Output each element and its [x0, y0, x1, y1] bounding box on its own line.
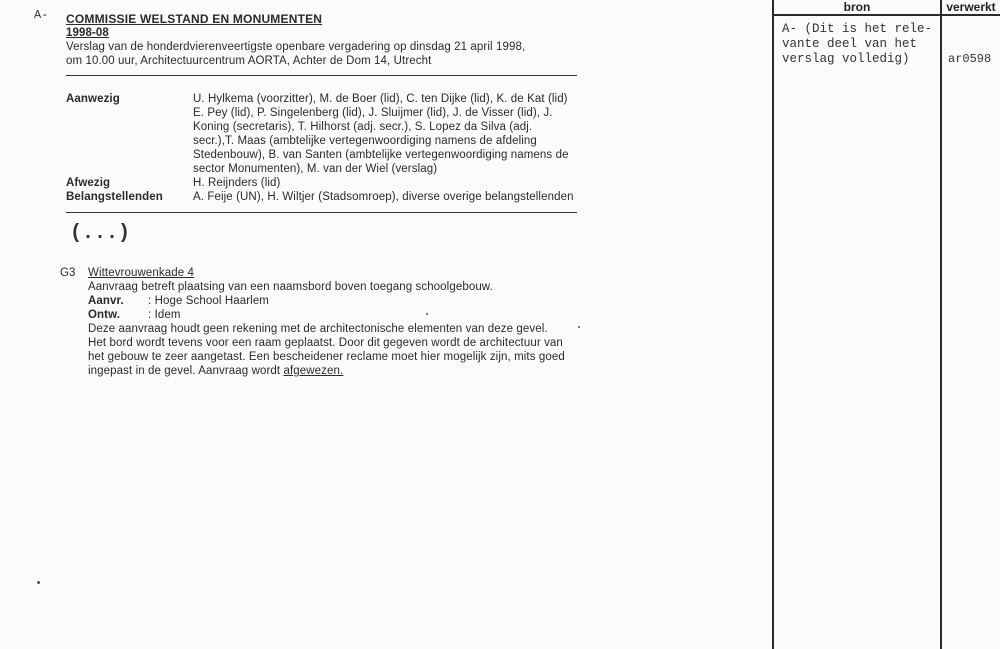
item-code: G3	[60, 267, 76, 279]
report-line-1: Verslag van de honderdvierenveertigste openbare vergadering op dinsdag 21 april 1998,	[66, 41, 526, 53]
interested-row	[66, 190, 586, 204]
absent-label: Afwezig	[66, 177, 111, 189]
applicant-label: Aanvr.	[88, 295, 124, 307]
design-value: : Idem	[148, 309, 181, 321]
design-label: Ontw.	[88, 309, 121, 321]
interested-value: A. Feije (UN), H. Wiltjer (Stadsomroep), diverse overige belangstellenden	[193, 191, 574, 203]
agenda-item	[60, 266, 590, 378]
verwerkt-value: ar0598	[948, 52, 992, 66]
present-line: secr.),T. Maas (ambtelijke vertegenwoordiging namens de afdeling	[193, 135, 537, 147]
applicant-value: : Hoge School Haarlem	[148, 295, 269, 307]
rule-top	[66, 75, 577, 76]
absent-value: H. Reijnders (lid)	[193, 177, 281, 189]
column-divider-right	[940, 0, 942, 649]
scan-speck	[426, 313, 428, 315]
column-divider-left	[772, 0, 774, 649]
item-request: Aanvraag betreft plaatsing van een naamsbord boven toegang schoolgebouw.	[88, 281, 493, 293]
report-line-2: om 10.00 uur, Architectuurcentrum AORTA, Achter de Dom 14, Utrecht	[66, 55, 432, 67]
present-line: Koning (secretaris), T. Hilhorst (adj. secr.), S. Lopez da Silva (adj.	[193, 121, 533, 133]
item-verdict: afgewezen.	[283, 365, 344, 377]
present-line: E. Pey (lid), P. Singelenberg (lid), J. Sluijmer (lid), J. de Visser (lid), J.	[193, 107, 553, 119]
rule-bottom	[66, 212, 577, 213]
interested-label: Belangstellenden	[66, 191, 163, 203]
present-line: U. Hylkema (voorzitter), M. de Boer (lid), C. ten Dijke (lid), K. de Kat (lid)	[193, 93, 568, 105]
item-body-line: Het bord wordt tevens voor een raam geplaatst. Door dit gegeven wordt de architectuur van	[88, 337, 563, 349]
present-line: Stedenbouw), B. van Santen (ambtelijke vertegenwoordiging namens de	[193, 149, 569, 161]
margin-mark: A-	[34, 8, 49, 22]
present-line: sector Monumenten), M. van der Wiel (verslag)	[193, 163, 438, 175]
present-row	[66, 92, 586, 176]
present-label: Aanwezig	[66, 93, 120, 105]
omission-marker: (...)	[70, 222, 131, 245]
present-value	[193, 92, 578, 176]
scan-speck	[37, 581, 40, 584]
verwerkt-header: verwerkt	[946, 0, 996, 14]
attendance-section	[66, 92, 586, 204]
bron-note: A- (Dit is het rele- vante deel van het verslag volledig)	[782, 22, 933, 66]
document-header	[66, 12, 586, 68]
item-body-line: het gebouw te zeer aangetast. Een bescheidener reclame moet hier mogelijk zijn, mits goed	[88, 351, 565, 363]
report-code: 1998-08	[66, 27, 109, 39]
item-body-line: Deze aanvraag houdt geen rekening met de architectonische elementen van deze gevel.	[88, 323, 548, 335]
bron-header: bron	[843, 0, 871, 14]
absent-row	[66, 176, 586, 190]
design-row	[88, 308, 590, 322]
item-body-last-line: ingepast in de gevel. Aanvraag wordt afgewezen.	[88, 365, 344, 377]
item-title: Wittevrouwenkade 4	[88, 267, 194, 279]
org-title: COMMISSIE WELSTAND EN MONUMENTEN	[66, 12, 323, 26]
column-header-rule	[773, 14, 1000, 16]
applicant-row	[88, 294, 590, 308]
scan-speck	[578, 326, 580, 328]
